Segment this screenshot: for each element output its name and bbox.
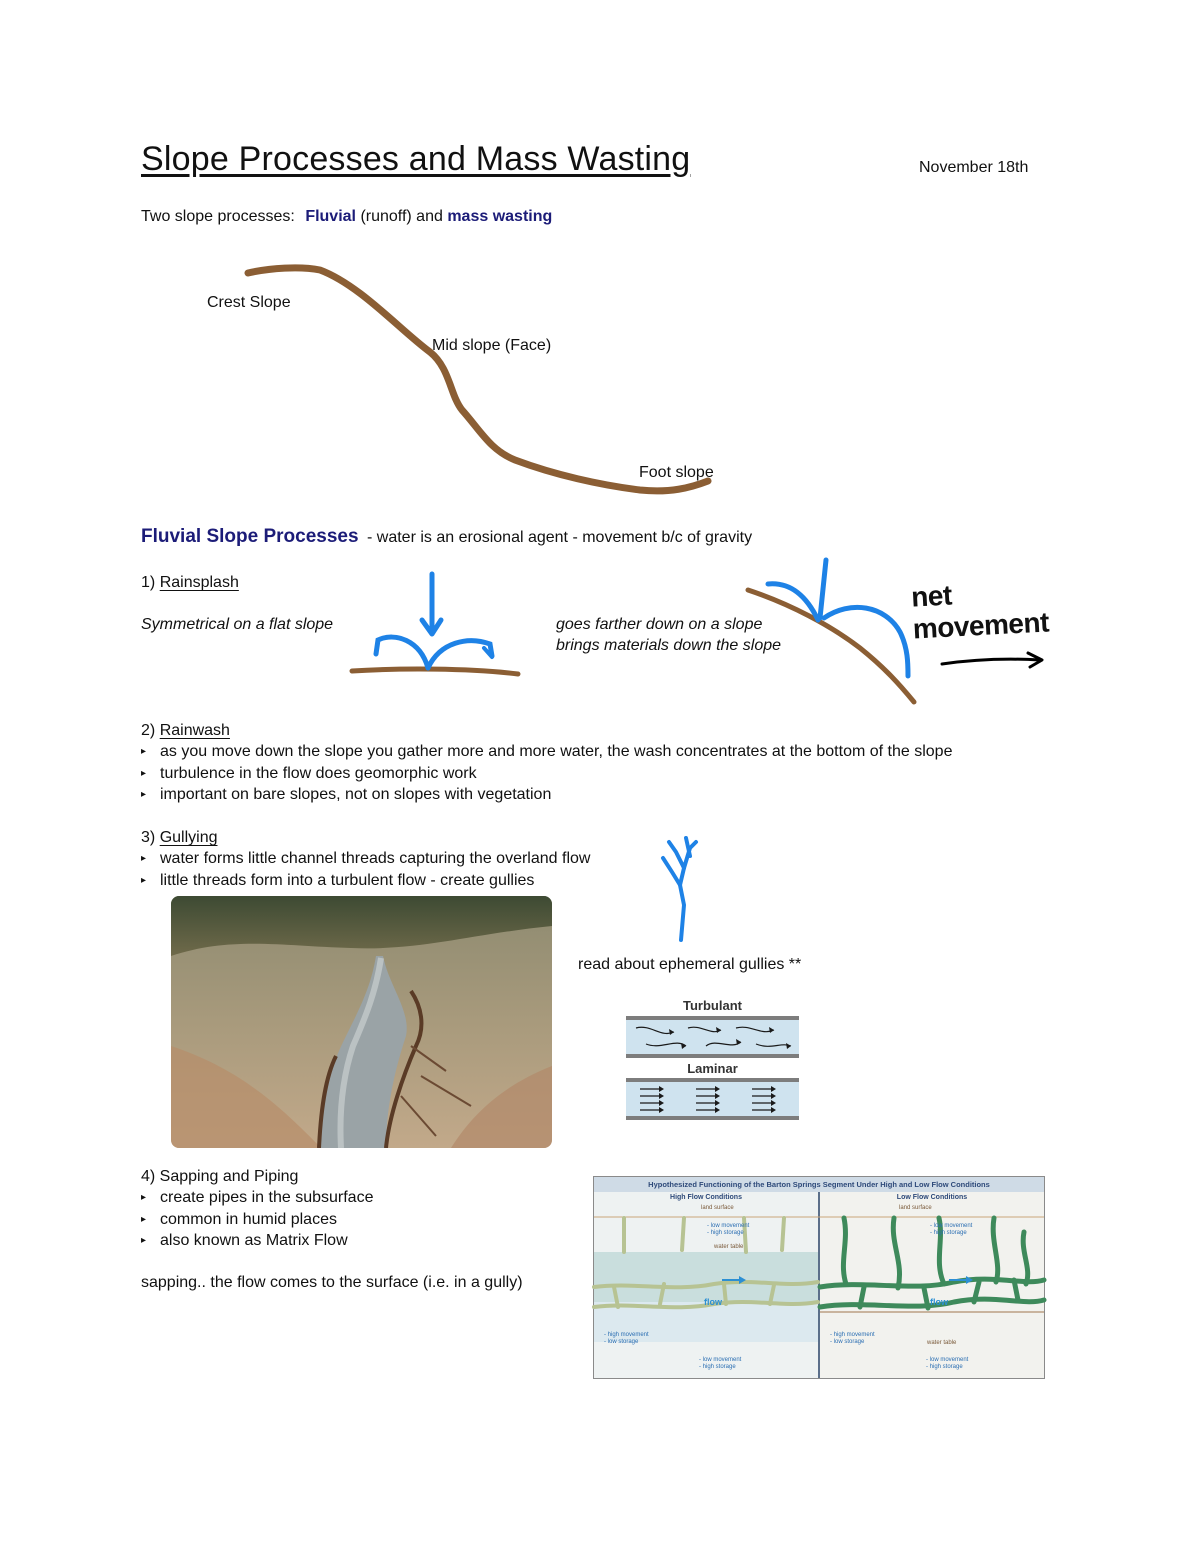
annotation-text: - high movement xyxy=(604,1332,649,1338)
rainsplash-slope-note-2: brings materials down the slope xyxy=(556,637,782,654)
intro-runoff: (runoff) and xyxy=(360,208,443,225)
net-word: net xyxy=(910,579,953,613)
high-upper-annotation xyxy=(707,1223,749,1237)
turbulant-label: Turbulant xyxy=(683,998,742,1013)
sapping-note: sapping.. the flow comes to the surface (i.e. in a gully) xyxy=(141,1274,523,1291)
annotation-text: - high storage xyxy=(707,1230,744,1236)
annotation-text: - high storage xyxy=(926,1364,963,1370)
low-land-surface-label: land surface xyxy=(899,1205,932,1211)
low-flow-label: flow xyxy=(930,1297,948,1307)
barton-springs-figure xyxy=(593,1176,1045,1379)
crest-slope-label: Crest Slope xyxy=(207,294,291,311)
laminar-label: Laminar xyxy=(687,1061,738,1076)
gullying-label: Gullying xyxy=(159,829,218,846)
list-item: ▸ turbulence in the flow does geomorphic work xyxy=(141,763,952,785)
annotation-text: - low movement xyxy=(926,1357,969,1363)
low-bottom-annotation xyxy=(926,1357,968,1371)
sapping-list xyxy=(141,1187,373,1252)
low-water-table-label: water table xyxy=(927,1340,957,1346)
rainsplash-slope-note-1: goes farther down on a slope xyxy=(556,616,763,633)
intro-fluvial: Fluvial xyxy=(305,208,356,225)
rainwash-number: 2) xyxy=(141,722,156,739)
fluvial-description: - water is an erosional agent - movement b/c of gravity xyxy=(367,529,753,546)
annotation-text: - low movement xyxy=(699,1357,742,1363)
gullying-number: 3) xyxy=(141,829,156,846)
page-title: Slope Processes and Mass Wasting xyxy=(141,140,691,178)
gully-lower-thread xyxy=(663,858,680,885)
gully-main-thread xyxy=(680,842,696,940)
gully-left-thread xyxy=(669,842,684,868)
foot-slope-label: Foot slope xyxy=(639,464,714,481)
intro-prefix: Two slope processes: xyxy=(141,208,295,225)
annotation-text: - low movement xyxy=(930,1223,973,1229)
list-item: ▸ water forms little channel threads capturing the overland flow xyxy=(141,848,590,870)
intro-mass-wasting: mass wasting xyxy=(447,208,553,225)
high-bottom-annotation xyxy=(699,1357,741,1371)
annotation-text: - high storage xyxy=(699,1364,736,1370)
sapping-heading: 4) Sapping and Piping xyxy=(141,1168,299,1185)
rainsplash-flat-note: Symmetrical on a flat slope xyxy=(141,616,334,633)
annotation-text: - high storage xyxy=(930,1230,967,1236)
list-item: ▸ common in humid places xyxy=(141,1209,373,1231)
annotation-text: - low storage xyxy=(604,1339,639,1345)
gully-photo-image xyxy=(171,896,552,1148)
barton-figure-title: Hypothesized Functioning of the Barton Springs Segment Under High and Low Flow Conditions xyxy=(594,1177,1044,1192)
high-land-surface-label: land surface xyxy=(701,1205,734,1211)
rainwash-label: Rainwash xyxy=(159,722,230,739)
page-date: November 18th xyxy=(919,159,1029,176)
ephemeral-gullies-note: read about ephemeral gullies ** xyxy=(578,956,802,973)
high-flow-title: High Flow Conditions xyxy=(670,1194,742,1201)
mid-slope-label: Mid slope (Face) xyxy=(432,337,552,354)
list-item: ▸ create pipes in the subsurface xyxy=(141,1187,373,1209)
barton-figure-drawing xyxy=(594,1192,1044,1378)
list-item: ▸ little threads form into a turbulent flow - create gullies xyxy=(141,870,590,892)
turbulent-laminar-figure xyxy=(626,998,799,1125)
high-water-table-label: water table xyxy=(714,1244,744,1250)
movement-word: movement xyxy=(912,606,1050,645)
annotation-text: - low movement xyxy=(707,1223,750,1229)
rainsplash-label: Rainsplash xyxy=(159,574,239,591)
low-lower-left-annotation xyxy=(830,1332,875,1346)
low-flow-title: Low Flow Conditions xyxy=(896,1194,968,1201)
low-upper-annotation xyxy=(930,1223,972,1237)
high-lower-left-annotation xyxy=(604,1332,649,1346)
annotation-text: - high movement xyxy=(830,1332,875,1338)
rainsplash-number: 1) xyxy=(141,574,156,591)
list-item: ▸ important on bare slopes, not on slopes with vegetation xyxy=(141,784,952,806)
flow-diagram xyxy=(626,998,799,1125)
annotation-text: - low storage xyxy=(830,1339,865,1345)
gully-photo xyxy=(171,896,552,1148)
list-item: ▸ also known as Matrix Flow xyxy=(141,1230,373,1252)
high-flow-label: flow xyxy=(704,1297,722,1307)
fluvial-heading: Fluvial Slope Processes xyxy=(141,526,359,547)
list-item: ▸ as you move down the slope you gather more and more water, the wash concentrates at the bottom of the slope xyxy=(141,741,952,763)
